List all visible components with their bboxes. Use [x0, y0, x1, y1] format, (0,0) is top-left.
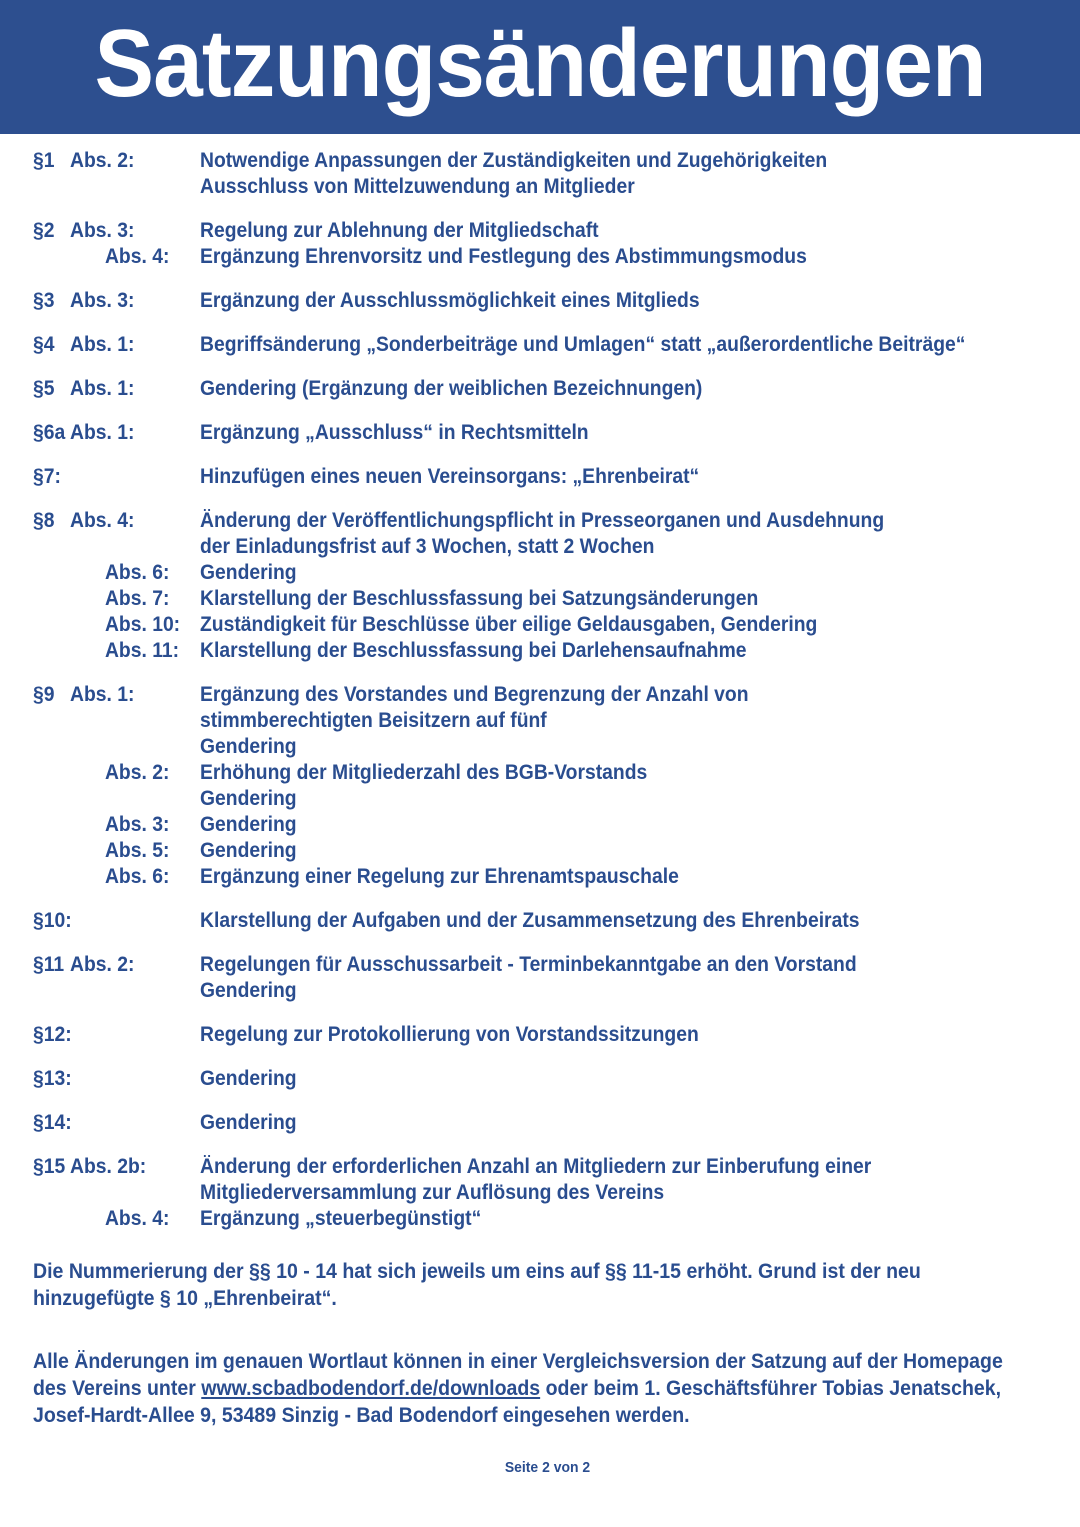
absatz-label: Abs. 1: — [70, 333, 135, 356]
amendment-row — [33, 1022, 1062, 1048]
amendment-description: Gendering (Ergänzung der weiblichen Bezeichnungen) — [200, 377, 703, 400]
document-body — [0, 148, 1080, 1476]
page-number-footer: Seite 2 von 2 — [504, 1459, 591, 1476]
paragraph-label: §13: — [33, 1067, 72, 1090]
amendment-group — [33, 332, 1062, 358]
amendment-row — [33, 952, 1062, 978]
amendment-row — [33, 908, 1062, 934]
amendment-row — [33, 508, 1062, 534]
reference-note — [33, 1348, 1032, 1429]
amendment-description: Ergänzung „steuerbegünstigt“ — [200, 1207, 482, 1230]
amendment-description: Gendering — [200, 561, 297, 584]
page-title: Satzungsänderungen — [94, 10, 986, 117]
absatz-label: Abs. 1: — [70, 421, 135, 444]
amendment-row — [33, 612, 1062, 638]
paragraph-label: §9 — [33, 683, 55, 706]
amendment-row — [33, 708, 1062, 734]
amendment-description: Gendering — [200, 787, 297, 810]
amendment-description: stimmberechtigten Beisitzern auf fünf — [200, 709, 547, 732]
amendment-row — [33, 682, 1062, 708]
amendment-row — [33, 838, 1062, 864]
amendment-description: Gendering — [200, 1111, 297, 1134]
absatz-label: Abs. 1: — [70, 377, 135, 400]
reference-note-prefix: Alle Änderungen im genauen Wortlaut können in einer Vergleichsversion der Satzung auf der Homepage des Vereins unter — [33, 1350, 1003, 1400]
amendment-group — [33, 1066, 1062, 1092]
amendment-description: Ergänzung „Ausschluss“ in Rechtsmitteln — [200, 421, 589, 444]
amendment-group — [33, 218, 1062, 270]
paragraph-label: §4 — [33, 333, 55, 356]
paragraph-label: §8 — [33, 509, 55, 532]
amendment-group — [33, 420, 1062, 446]
downloads-link[interactable]: www.scbadbodendorf.de/downloads — [201, 1377, 541, 1400]
amendment-row — [33, 1206, 1062, 1232]
absatz-label: Abs. 2: — [70, 149, 135, 172]
amendment-row — [33, 464, 1062, 490]
amendment-row — [33, 332, 1062, 358]
amendment-row — [33, 812, 1062, 838]
absatz-label: Abs. 6: — [104, 561, 170, 584]
amendment-row — [33, 148, 1062, 174]
absatz-label: Abs. 4: — [104, 1207, 170, 1230]
amendment-description: Klarstellung der Beschlussfassung bei Darlehensaufnahme — [200, 639, 747, 662]
numbering-note: Die Nummerierung der §§ 10 - 14 hat sich jeweils um eins auf §§ 11-15 erhöht. Grund ist der neu hinzugefügte § 10 „Ehrenbeirat“. — [33, 1260, 921, 1310]
amendment-group — [33, 1110, 1062, 1136]
amendment-description: Gendering — [200, 735, 297, 758]
amendment-row — [33, 760, 1062, 786]
absatz-label: Abs. 7: — [104, 587, 170, 610]
absatz-label: Abs. 3: — [70, 289, 135, 312]
amendment-description: Klarstellung der Beschlussfassung bei Satzungsänderungen — [200, 587, 759, 610]
paragraph-label: §12: — [33, 1023, 72, 1046]
amendment-description: Gendering — [200, 813, 297, 836]
paragraph-label: §6a — [33, 421, 66, 444]
amendment-row — [33, 174, 1062, 200]
amendment-description: Klarstellung der Aufgaben und der Zusammensetzung des Ehrenbeirats — [200, 909, 860, 932]
amendment-row — [33, 244, 1062, 270]
amendment-row — [33, 534, 1062, 560]
amendment-group — [33, 148, 1062, 200]
amendment-description: Regelungen für Ausschussarbeit - Terminbekanntgabe an den Vorstand — [200, 953, 857, 976]
amendment-row — [33, 1110, 1062, 1136]
page-header-banner — [0, 0, 1080, 134]
absatz-label: Abs. 5: — [104, 839, 170, 862]
paragraph-label: §5 — [33, 377, 55, 400]
absatz-label: Abs. 11: — [104, 639, 180, 662]
reference-note-suffix: oder beim 1. Geschäftsführer Tobias Jenatschek, Josef-Hardt-Allee 9, 53489 Sinzig - Bad Bodendorf eingesehen werden. — [33, 1377, 1002, 1427]
paragraph-label: §1 — [33, 149, 55, 172]
amendment-description: Ausschluss von Mittelzuwendung an Mitglieder — [200, 175, 635, 198]
amendment-row — [33, 586, 1062, 612]
amendment-row — [33, 978, 1062, 1004]
amendment-description: Änderung der erforderlichen Anzahl an Mitgliedern zur Einberufung einer — [200, 1155, 872, 1178]
amendment-description: Mitgliederversammlung zur Auflösung des Vereins — [200, 1181, 665, 1204]
paragraph-label: §11 — [33, 953, 65, 976]
amendment-group — [33, 376, 1062, 402]
amendment-group — [33, 952, 1062, 1004]
absatz-label: Abs. 10: — [104, 613, 181, 636]
absatz-label: Abs. 3: — [70, 219, 135, 242]
amendment-row — [33, 864, 1062, 890]
amendment-row — [33, 560, 1062, 586]
amendment-row — [33, 420, 1062, 446]
amendment-row — [33, 1154, 1062, 1180]
amendment-row — [33, 786, 1062, 812]
amendment-row — [33, 734, 1062, 760]
amendment-description: der Einladungsfrist auf 3 Wochen, statt 2 Wochen — [200, 535, 655, 558]
paragraph-label: §2 — [33, 219, 55, 242]
amendment-description: Erhöhung der Mitgliederzahl des BGB-Vorstands — [200, 761, 648, 784]
amendment-row — [33, 376, 1062, 402]
amendment-group — [33, 508, 1062, 664]
amendment-description: Gendering — [200, 979, 297, 1002]
paragraph-label: §15 — [33, 1155, 66, 1178]
absatz-label: Abs. 1: — [70, 683, 135, 706]
amendment-description: Ergänzung Ehrenvorsitz und Festlegung des Abstimmungsmodus — [200, 245, 807, 268]
amendment-list — [33, 148, 1062, 1232]
amendment-row — [33, 638, 1062, 664]
amendment-description: Ergänzung einer Regelung zur Ehrenamtspauschale — [200, 865, 679, 888]
amendment-row — [33, 218, 1062, 244]
amendment-description: Gendering — [200, 839, 297, 862]
absatz-label: Abs. 4: — [70, 509, 135, 532]
amendment-description: Ergänzung des Vorstandes und Begrenzung der Anzahl von — [200, 683, 749, 706]
paragraph-label: §14: — [33, 1111, 72, 1134]
amendment-description: Zuständigkeit für Beschlüsse über eilige Geldausgaben, Gendering — [200, 613, 818, 636]
absatz-label: Abs. 3: — [104, 813, 170, 836]
paragraph-label: §3 — [33, 289, 55, 312]
amendment-group — [33, 682, 1062, 890]
amendment-description: Regelung zur Protokollierung von Vorstandssitzungen — [200, 1023, 699, 1046]
amendment-description: Änderung der Veröffentlichungspflicht in Presseorganen und Ausdehnung — [200, 509, 885, 532]
paragraph-label: §10: — [33, 909, 72, 932]
amendment-description: Hinzufügen eines neuen Vereinsorgans: „Ehrenbeirat“ — [200, 465, 700, 488]
absatz-label: Abs. 4: — [104, 245, 170, 268]
amendment-description: Gendering — [200, 1067, 297, 1090]
amendment-row — [33, 1180, 1062, 1206]
amendment-group — [33, 464, 1062, 490]
amendment-group — [33, 1154, 1062, 1232]
amendment-description: Notwendige Anpassungen der Zuständigkeiten und Zugehörigkeiten — [200, 149, 828, 172]
amendment-group — [33, 288, 1062, 314]
amendment-row — [33, 288, 1062, 314]
amendment-description: Begriffsänderung „Sonderbeiträge und Umlagen“ statt „außerordentliche Beiträge“ — [200, 333, 966, 356]
amendment-group — [33, 1022, 1062, 1048]
paragraph-label: §7: — [33, 465, 61, 488]
absatz-label: Abs. 2b: — [70, 1155, 147, 1178]
amendment-description: Regelung zur Ablehnung der Mitgliedschaft — [200, 219, 599, 242]
absatz-label: Abs. 2: — [104, 761, 170, 784]
amendment-group — [33, 908, 1062, 934]
absatz-label: Abs. 6: — [104, 865, 170, 888]
amendment-description: Ergänzung der Ausschlussmöglichkeit eines Mitglieds — [200, 289, 700, 312]
amendment-row — [33, 1066, 1062, 1092]
absatz-label: Abs. 2: — [70, 953, 135, 976]
